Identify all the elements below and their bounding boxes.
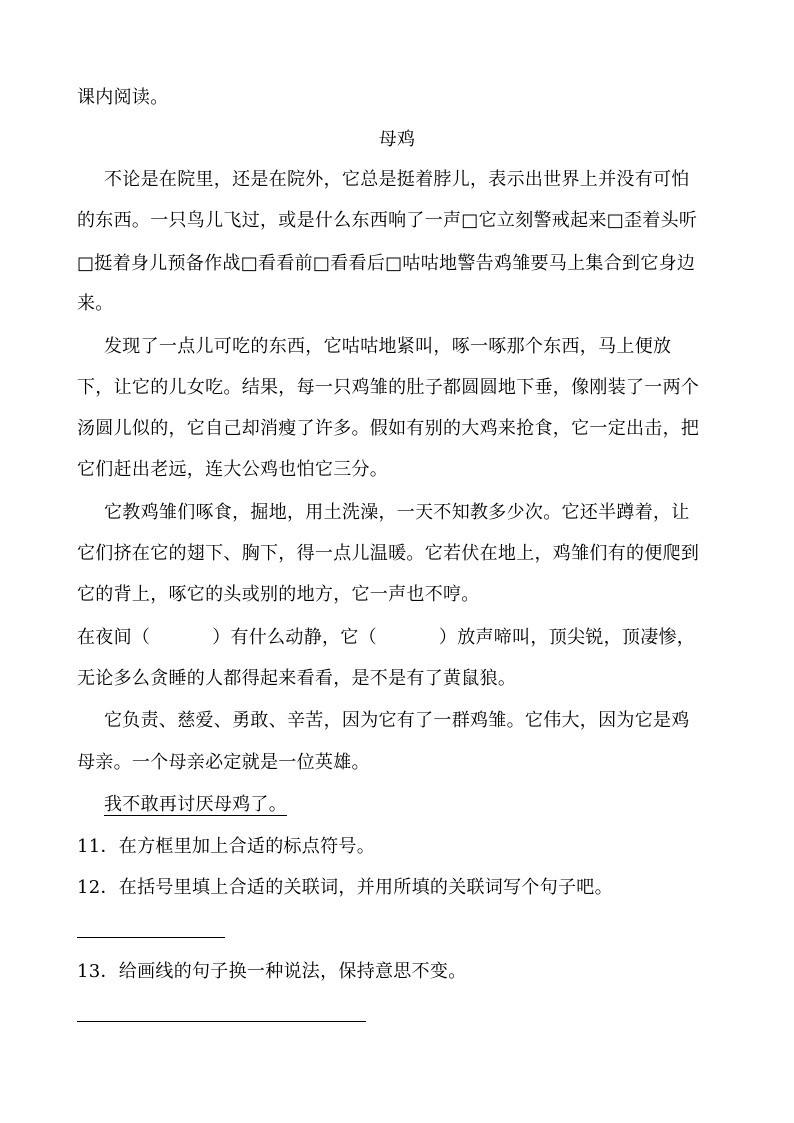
text-line: 它的背上，啄它的头或别的地方，它一声也不哼。 xyxy=(77,584,480,605)
text-line: 它教鸡雏们啄食，掘地，用土洗澡，一天不知教多少次。它还半蹲着，让 xyxy=(104,502,690,523)
text-line: 下，让它的儿女吃。结果，每一只鸡雏的肚子都圆圆地下垂，像刚装了一两个 xyxy=(77,377,700,398)
text-line: 它们挤在它的翅下、胸下，得一点儿温暖。它若伏在地上，鸡雏们有的便爬到 xyxy=(77,543,700,564)
text-line: 不论是在院里，还是在院外，它总是挺着脖儿，表示出世界上并没有可怕 xyxy=(104,169,690,190)
text-line: 它负责、慈爱、勇敢、辛苦，因为它有了一群鸡雏。它伟大，因为它是鸡 xyxy=(104,710,690,731)
text-line: 汤圆儿似的，它自己却消瘦了许多。假如有别的大鸡来抢食，它一定出击，把 xyxy=(77,418,700,439)
text-line: 它们赶出老远，连大公鸡也怕它三分。 xyxy=(77,459,389,480)
question-12: 12．在括号里填上合适的关联词，并用所填的关联词写个句子吧。 xyxy=(77,877,613,898)
answer-line-13[interactable] xyxy=(77,1021,366,1022)
text-line-with-blanks xyxy=(77,626,695,650)
text-segment: ）有什么动静，它（ xyxy=(212,627,377,648)
answer-line-12[interactable] xyxy=(77,937,225,938)
question-11: 11．在方框里加上合适的标点符号。 xyxy=(77,836,376,857)
text-line: □挺着身儿预备作战□看看前□看看后□咕咕地警告鸡雏要马上集合到它身边 xyxy=(77,253,696,274)
underlined-sentence xyxy=(104,793,287,817)
text-line: 无论多么贪睡的人都得起来看看，是不是有了黄鼠狼。 xyxy=(77,668,517,689)
text-line: 发现了一点儿可吃的东西，它咕咕地紧叫，啄一啄那个东西，马上便放 xyxy=(104,336,672,357)
text-line: 母亲。一个母亲必定就是一位英雄。 xyxy=(77,752,370,773)
text-segment: 在夜间（ xyxy=(77,627,151,648)
underlined-text: 我不敢再讨厌母鸡了。 xyxy=(104,794,287,815)
text-line: 的东西。一只鸟儿飞过，或是什么东西响了一声□它立刻警戒起来□歪着头听 xyxy=(77,210,698,231)
text-line: 来。 xyxy=(77,293,114,314)
text-segment: ）放声啼叫，顶尖锐，顶凄惨， xyxy=(438,627,696,648)
question-13: 13．给画线的句子换一种说法，保持意思不变。 xyxy=(77,961,467,982)
passage-title: 母鸡 xyxy=(378,129,416,150)
section-heading: 课内阅读。 xyxy=(77,87,169,108)
